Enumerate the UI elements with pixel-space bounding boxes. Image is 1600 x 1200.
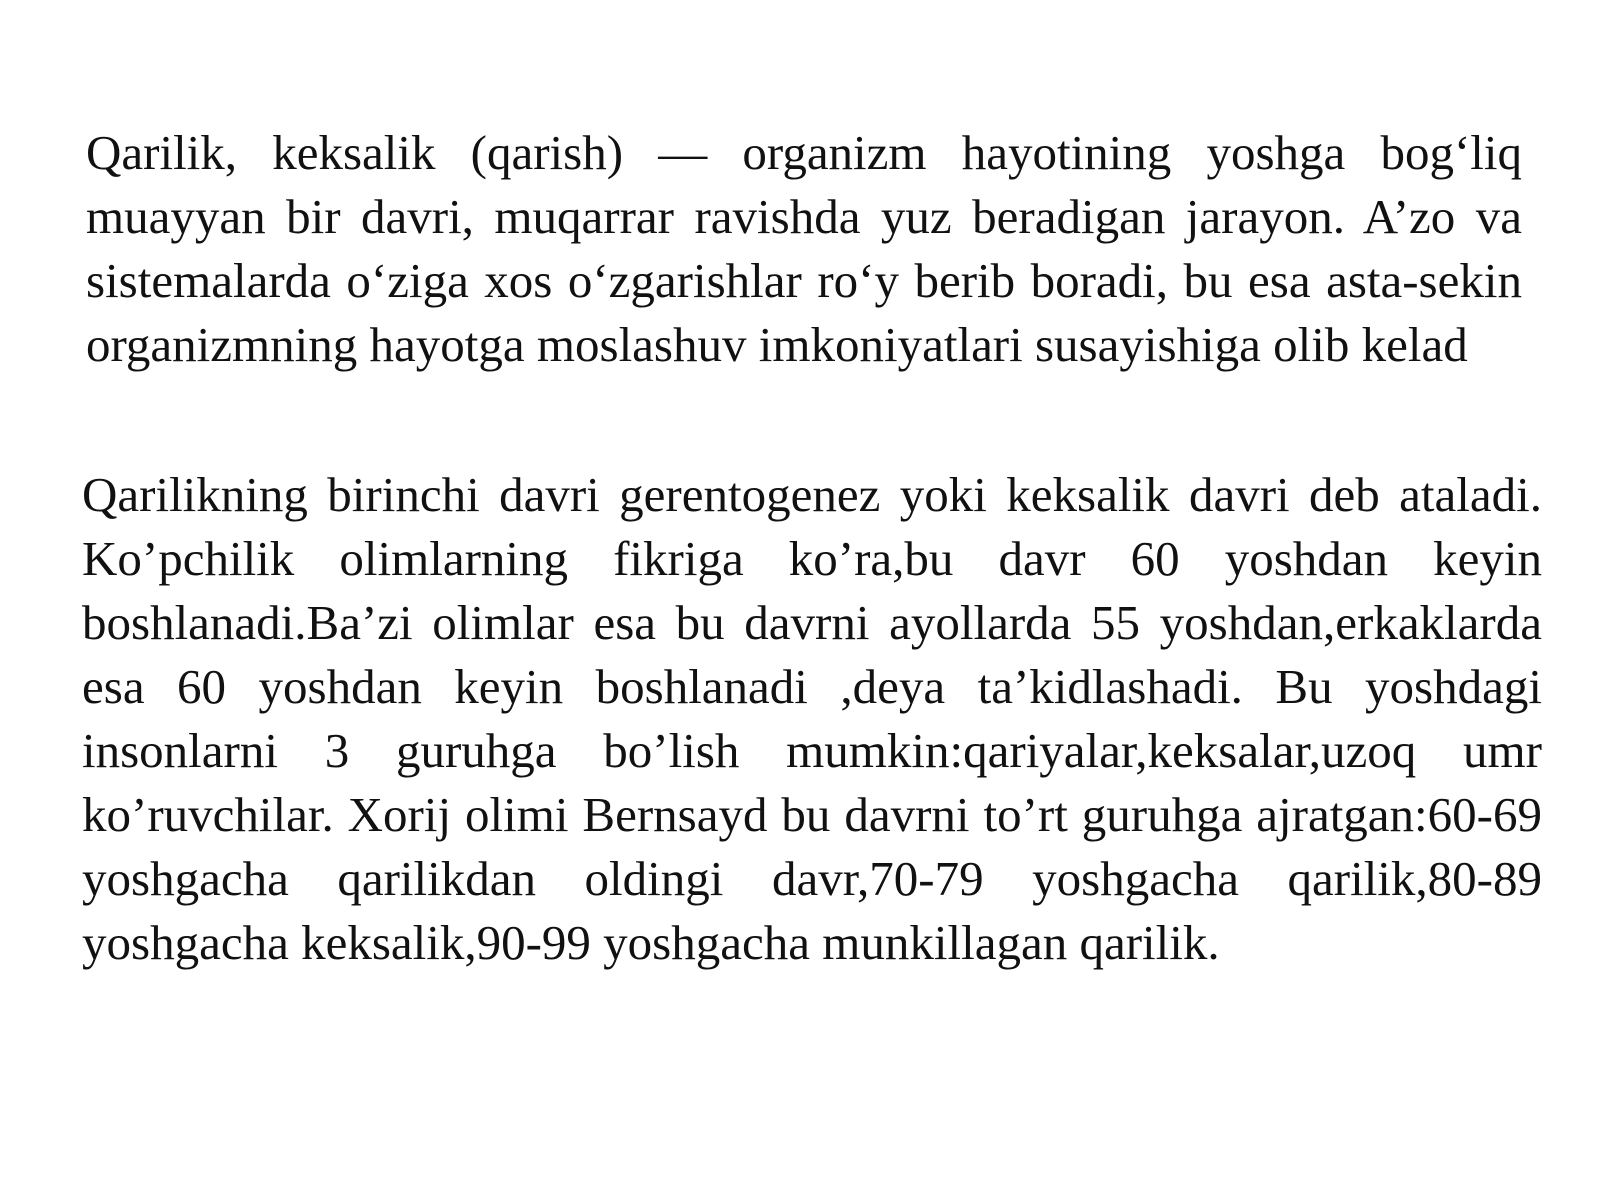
paragraph-aging-periods: Qarilikning birinchi davri gerentogenez yoki keksalik davri deb ataladi. Ko’pchilik olimlarning fikriga ko’ra,bu davr 60 yoshdan keyin boshlanadi.Ba’zi olimlar esa bu davrni ayollarda 55 yoshdan,erkaklarda esa 60 yoshdan keyin boshlanadi ,deya ta’kidlashadi. Bu yoshdagi insonlarni 3 guruhga bo’lish mumkin:qariyalar,keksalar,uzoq umr ko’ruvchilar. Xorij olimi Bernsayd bu davrni to’rt guruhga ajratgan:60-69 yoshgacha qarilikdan oldingi davr,70-79 yoshgacha qarilik,80-89 yoshgacha keksalik,90-99 yoshgacha munkillagan qarilik. [82,467,1542,970]
paragraph-aging-definition: Qarilik, keksalik (qarish) — organizm hayotining yoshga bog‘liq muayyan bir davri, muqarrar ravishda yuz beradigan jarayon. A’zo va sistemalarda o‘ziga xos o‘zgarishlar ro‘y berib boradi, bu esa asta-sekin organizmning hayotga moslashuv imkoniyatlari susayishiga olib kelad [86,125,1522,372]
